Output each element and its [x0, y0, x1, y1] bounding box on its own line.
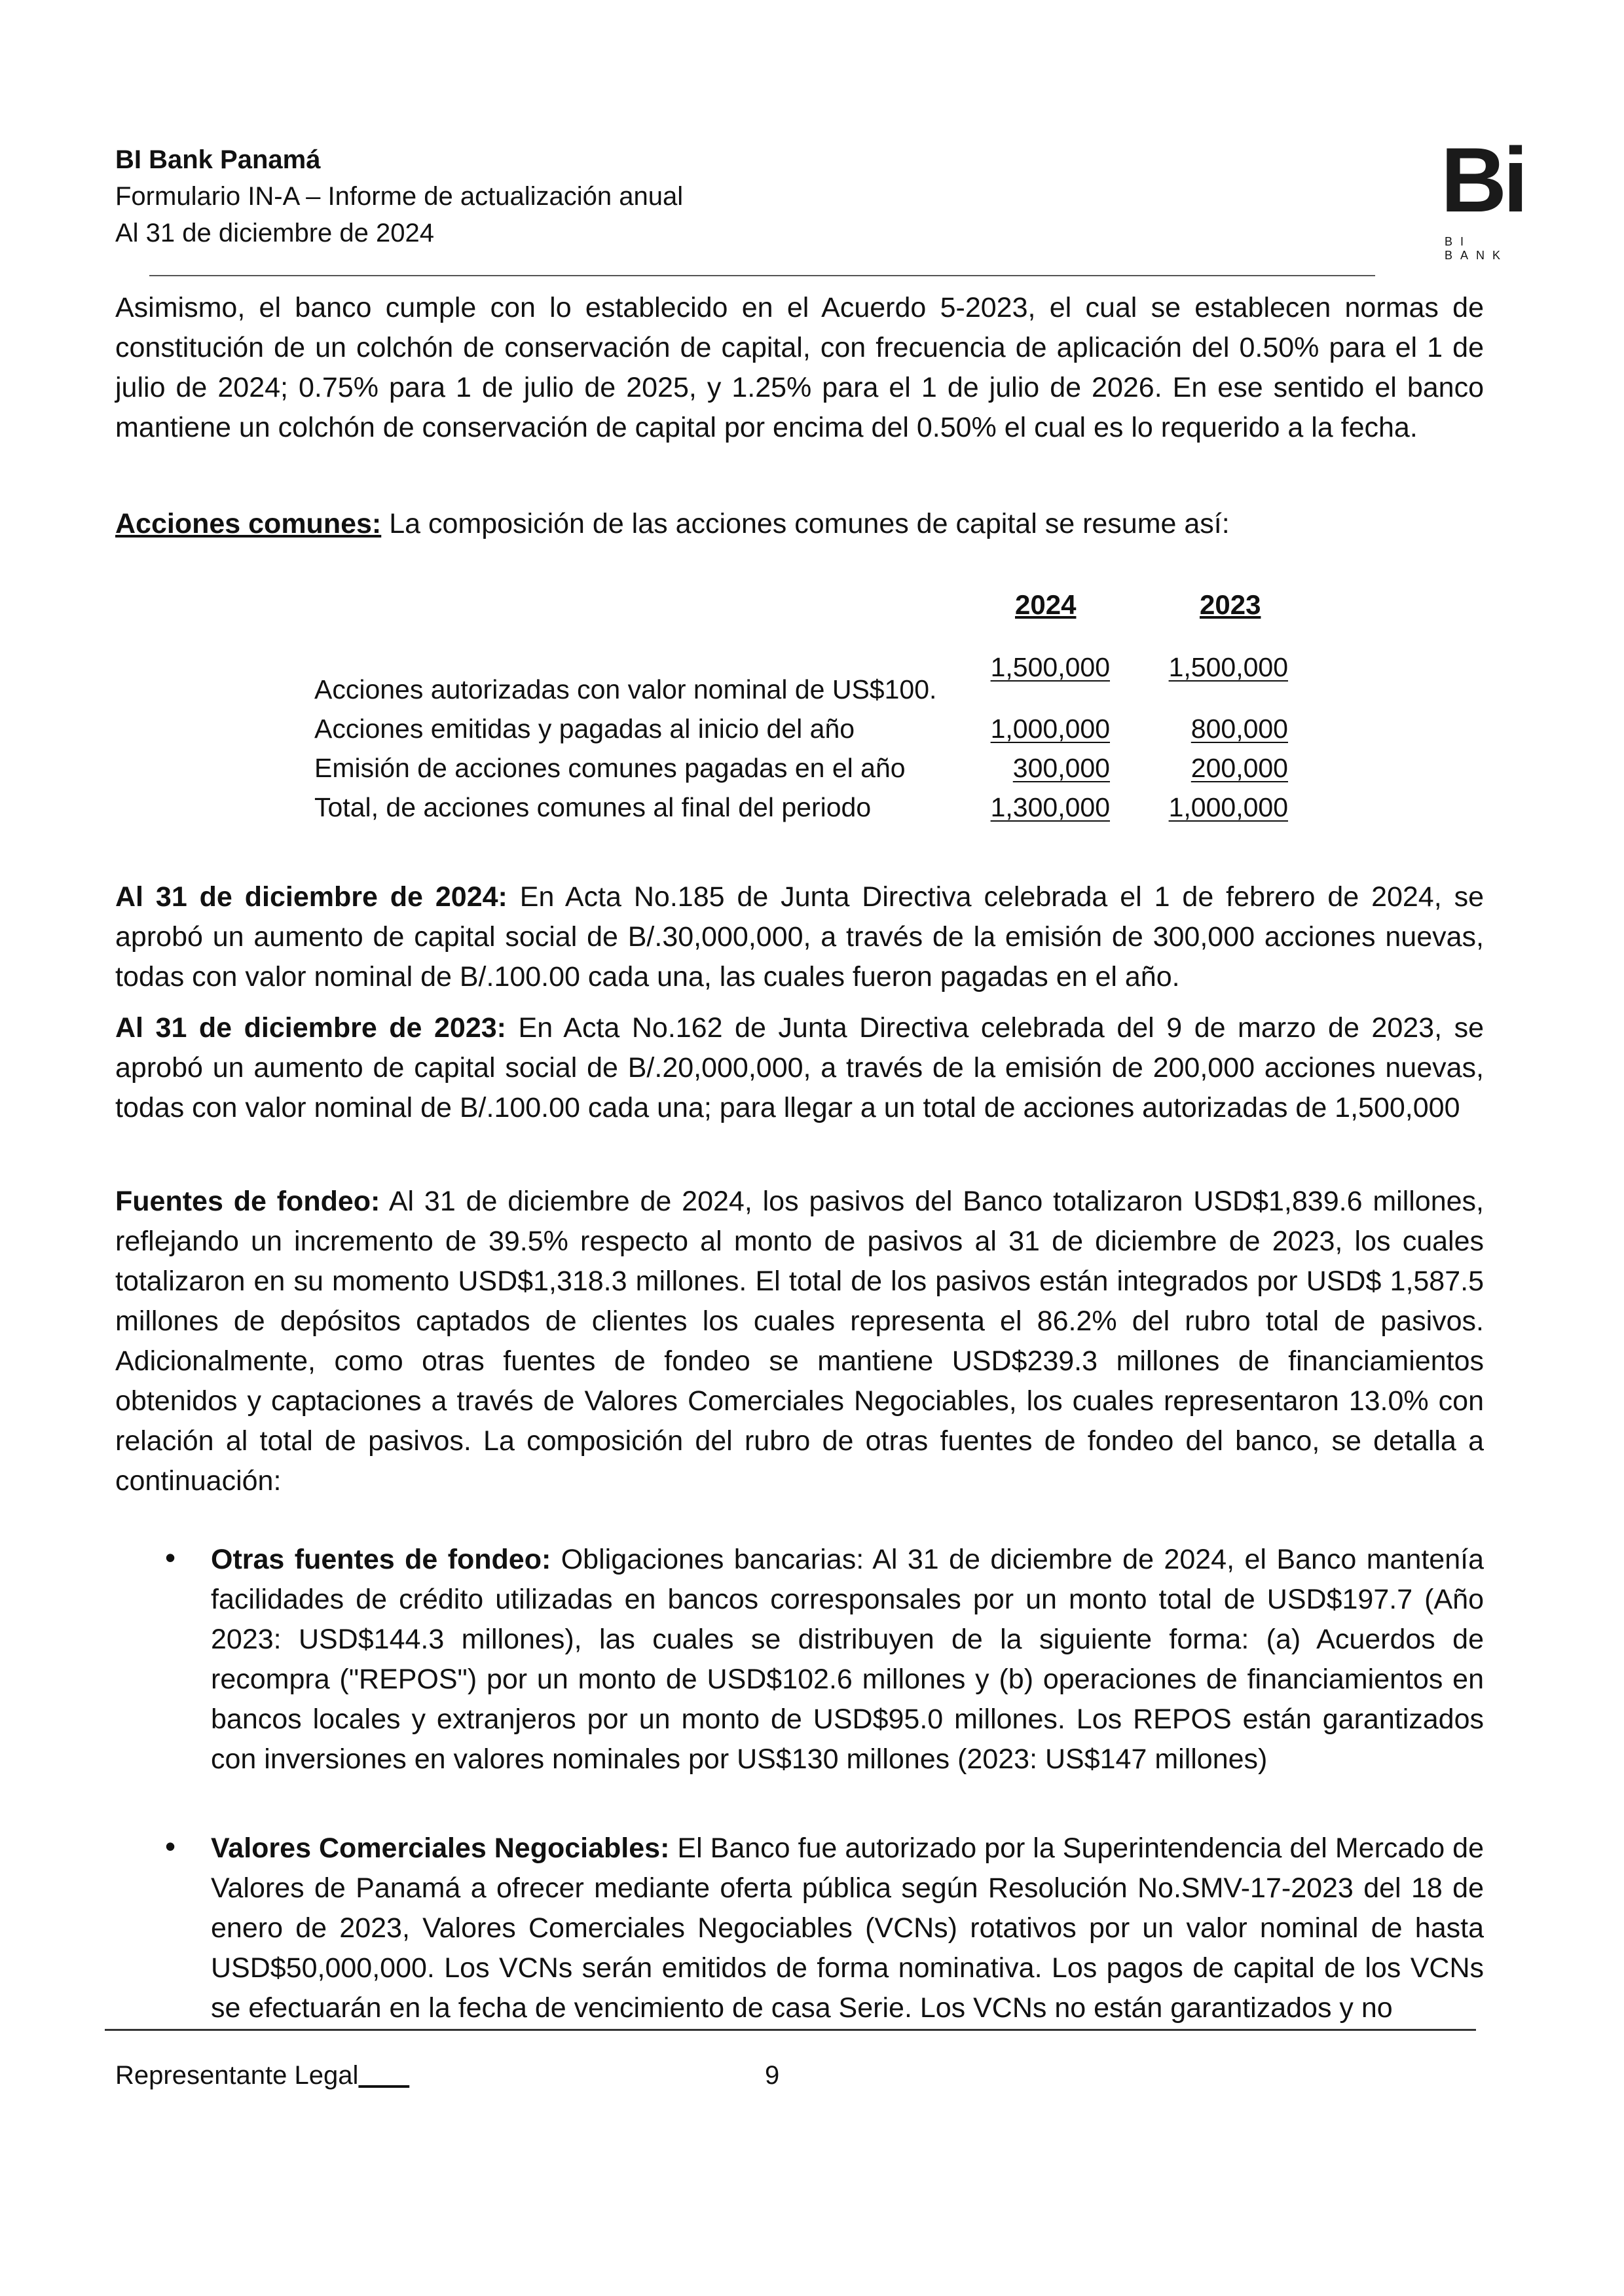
bullet-text: El Banco fue autorizado por la Superintendencia del Mercado de Valores de Panamá a ofrecer mediante oferta pública según Resolución No.SMV-17-2023 del 18 de enero de 2023, Valores Comerciales Negociables (VCNs) rotativos por un valor nominal de hasta USD$50,000,000. Los VCNs serán emitidos de forma nominativa. Los pagos de capital de los VCNs se efectuarán en la fecha de vencimiento de casa Serie. Los VCNs no están garantizados y no	[211, 1832, 1484, 2024]
table-cell-2023: 800,000	[1190, 714, 1288, 744]
header-divider	[149, 275, 1375, 276]
fuentes-fondeo-label: Fuentes de fondeo:	[115, 1186, 380, 1217]
fuentes-fondeo-text: Al 31 de diciembre de 2024, los pasivos del Banco totalizaron USD$1,839.6 millones, reflejando un incremento de 39.5% respecto al monto de pasivos al 31 de diciembre de 2023, los cuales totalizaron en su momento USD$1,318.3 millones. El total de los pasivos están integrados por USD$ 1,587.5 millones de depósitos captados de clientes los cuales representa el 86.2% del rubro total de pasivos. Adicionalmente, como otras fuentes de fondeo se mantiene USD$239.3 millones de financiamientos obtenidos y captaciones a través de Valores Comerciales Negociables, los cuales representaron 13.0% con relación al total de pasivos. La composición del rubro de otras fuentes de fondeo del banco, se detalla a continuación:	[115, 1186, 1484, 1497]
bullet-label: Otras fuentes de fondeo:	[211, 1544, 551, 1575]
paragraph-dic-2024	[115, 877, 1484, 997]
table-cell-2023: 1,000,000	[1168, 792, 1288, 822]
bullet-text: Obligaciones bancarias: Al 31 de diciembre de 2024, el Banco mantenía facilidades de crédito utilizadas en bancos corresponsales por un monto total de USD$197.7 (Año 2023: USD$144.3 millones), las cuales se distribuyen de la siguiente forma: (a) Acuerdos de recompra ("REPOS") por un monto de USD$102.6 millones y (b) operaciones de financiamientos en bancos locales y extranjeros por un monto de USD$95.0 millones. Los REPOS están garantizados con inversiones en valores nominales por US$130 millones (2023: US$147 millones)	[211, 1544, 1484, 1775]
table-row-label: Total, de acciones comunes al final del periodo	[314, 792, 872, 822]
bullet-dot-icon: •	[165, 1540, 176, 1575]
report-date: Al 31 de diciembre de 2024	[115, 219, 434, 247]
acciones-comunes-text: La composición de las acciones comunes de capital se resume así:	[389, 508, 1230, 539]
dic-2023-text: En Acta No.162 de Junta Directiva celebrada del 9 de marzo de 2023, se aprobó un aumento de capital social de B/.20,000,000, a través de la emisión de 200,000 acciones nuevas, todas con valor nominal de B/.100.00 cada una; para llegar a un total de acciones autorizadas de 1,500,000	[115, 1012, 1484, 1123]
bi-bank-logo	[1441, 128, 1545, 262]
table-row-label: Acciones autorizadas con valor nominal de US$100.	[314, 674, 937, 704]
table-row-label: Emisión de acciones comunes pagadas en el año	[314, 753, 906, 783]
column-header-2024: 2024	[1015, 589, 1077, 620]
acciones-comunes-label: Acciones comunes:	[115, 508, 382, 539]
dic-2024-label: Al 31 de diciembre de 2024:	[115, 881, 507, 913]
paragraph-fuentes-fondeo	[115, 1182, 1484, 1501]
footer-divider	[105, 2029, 1476, 2031]
bullet-label: Valores Comerciales Negociables:	[211, 1832, 670, 1864]
footer-legal-label: Representante Legal	[115, 2061, 359, 2090]
page-number: 9	[765, 2061, 780, 2090]
bullet-otras-fuentes	[211, 1540, 1484, 1779]
table-cell-2024: 300,000	[1012, 753, 1110, 783]
table-cell-2024: 1,000,000	[990, 714, 1110, 744]
table-cell-2024: 1,500,000	[990, 652, 1110, 682]
bullet-vcn	[211, 1829, 1484, 2028]
dic-2023-label: Al 31 de diciembre de 2023:	[115, 1012, 506, 1044]
form-title: Formulario IN-A – Informe de actualización anual	[115, 182, 684, 211]
column-header-2023: 2023	[1200, 589, 1261, 620]
paragraph-dic-2023	[115, 1008, 1484, 1128]
paragraph-colchon: Asimismo, el banco cumple con lo establecido en el Acuerdo 5-2023, el cual se establecen normas de constitución de un colchón de conservación de capital, con frecuencia de aplicación del 0.50% para el 1 de julio de 2024; 0.75% para 1 de julio de 2025, y 1.25% para el 1 de julio de 2026. En ese sentido el banco mantiene un colchón de conservación de capital por encima del 0.50% el cual es lo requerido a la fecha.	[115, 292, 1484, 443]
page-header	[115, 141, 683, 251]
table-row-label: Acciones emitidas y pagadas al inicio del año	[314, 714, 855, 744]
logo-wordmark: BI BANK	[1445, 235, 1509, 262]
table-cell-2024: 1,300,000	[990, 792, 1110, 822]
paragraph-acciones-comunes	[115, 504, 1484, 544]
company-name: BI Bank Panamá	[115, 145, 321, 174]
bullet-dot-icon: •	[165, 1829, 176, 1863]
table-cell-2023: 200,000	[1190, 753, 1288, 783]
table-cell-2023: 1,500,000	[1168, 652, 1288, 682]
footer-legal	[115, 2061, 409, 2090]
dic-2024-text: En Acta No.185 de Junta Directiva celebrada el 1 de febrero de 2024, se aprobó un aumento de capital social de B/.30,000,000, a través de la emisión de 300,000 acciones nuevas, todas con valor nominal de B/.100.00 cada una, las cuales fueron pagadas en el año.	[115, 881, 1484, 993]
logo-mark: Bi	[1441, 128, 1524, 231]
